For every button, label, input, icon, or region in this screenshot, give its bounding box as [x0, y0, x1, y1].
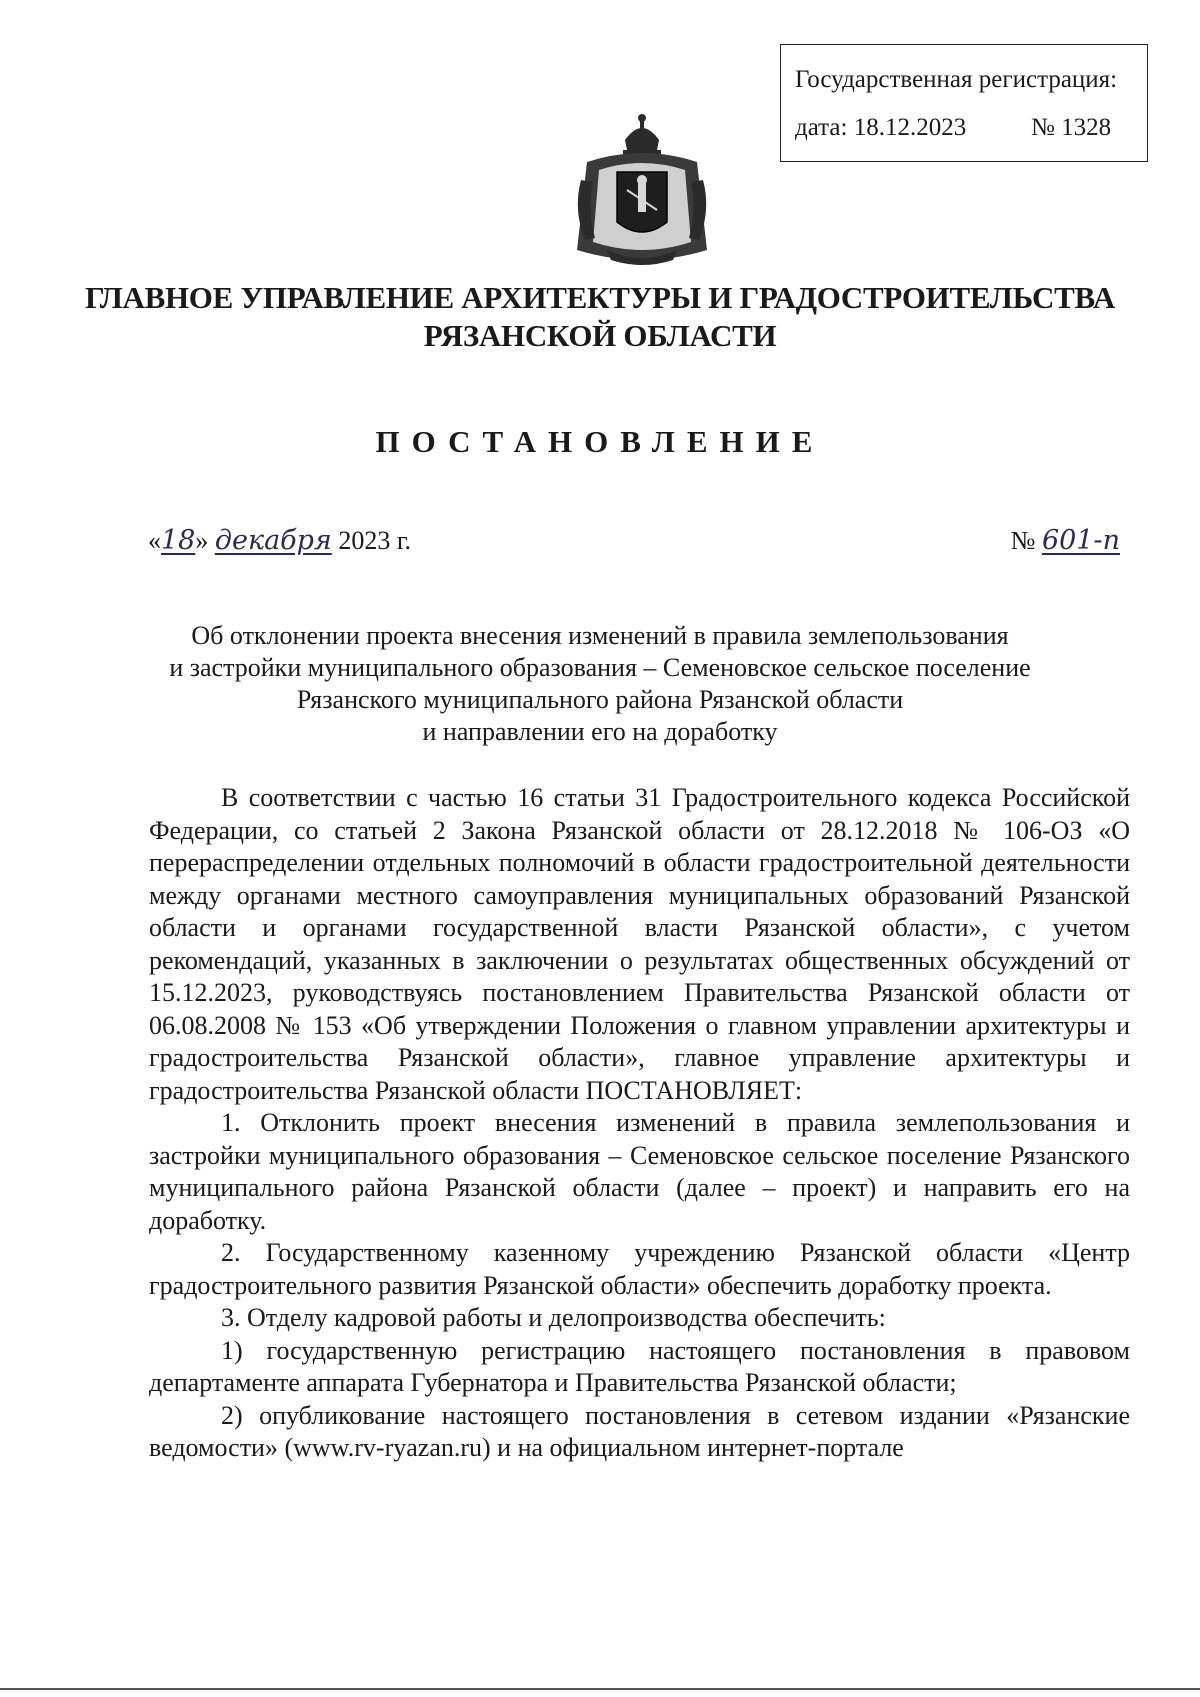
- document-type: ПОСТАНОВЛЕНИЕ: [375, 424, 825, 459]
- number-prefix: №: [1010, 526, 1036, 555]
- document-subject: [100, 620, 1100, 748]
- organization-name-line2: РЯЗАНСКОЙ ОБЛАСТИ: [423, 318, 777, 353]
- coat-of-arms-icon: [567, 110, 717, 270]
- subject-line: Об отклонении проекта внесения изменений в правила землепользования: [191, 621, 1009, 650]
- registration-date: дата: 18.12.2023: [795, 114, 967, 141]
- date-month: декабря: [214, 525, 332, 556]
- registration-number: № 1328: [1031, 114, 1112, 141]
- item-2: 2. Государственному казенному учреждению Рязанской области «Центр градостроительного развития Рязанской области» обеспечить доработку проекта.: [149, 1238, 1130, 1300]
- number-value: 601-п: [1041, 525, 1120, 556]
- subject-line: и застройки муниципального образования – Семеновское сельское поселение: [169, 653, 1031, 682]
- preamble-paragraph: В соответствии с частью 16 статьи 31 Градостроительного кодекса Российской Федерации, со статьей 2 Закона Рязанской области от 28.12.2018 № 106-ОЗ «О перераспределении отдельных полномочий в области градостроительной деятельности между органами местного самоуправления муниципальных образований Рязанской области и органами государственной власти Рязанской области», с учетом рекомендаций, указанных в заключении о результатах общественных обсуждений от 15.12.2023, руководствуясь постановлением Правительства Рязанской области от 06.08.2008 № 153 «Об утверждении Положения о главном управлении архитектуры и градостроительства Рязанской области», главное управление архитектуры и градостроительства Рязанской области ПОСТАНОВЛЯЕТ:: [149, 783, 1130, 1105]
- document-date: [148, 525, 411, 556]
- registration-title: Государственная регистрация:: [795, 66, 1118, 93]
- subject-line: Рязанского муниципального района Рязанской области: [296, 685, 904, 714]
- item-1: 1. Отклонить проект внесения изменений в правила землепользования и застройки муниципального образования – Семеновское сельское поселение Рязанского муниципального района Рязанской области (далее – проект) и направить его на доработку.: [149, 1108, 1130, 1235]
- item-3-1: 1) государственную регистрацию настоящего постановления в правовом департаменте аппарата Губернатора и Правительства Рязанской области;: [149, 1335, 1130, 1397]
- date-day: 18: [161, 525, 196, 556]
- date-year: 2023 г.: [338, 526, 412, 555]
- registration-stamp: [780, 44, 1148, 162]
- subject-line: и направлении его на доработку: [422, 717, 778, 746]
- organization-name-line1: ГЛАВНОЕ УПРАВЛЕНИЕ АРХИТЕКТУРЫ И ГРАДОСТРОИТЕЛЬСТВА: [84, 280, 1115, 315]
- page-bottom-border: [0, 1688, 1200, 1690]
- document-body: [149, 782, 1130, 1465]
- document-number: [1011, 525, 1120, 556]
- item-3-2: 2) опубликование настоящего постановления в сетевом издании «Рязанские ведомости» (www.rv-ryazan.ru) и на официальном интернет-портале: [149, 1400, 1130, 1462]
- date-close-quote: »: [195, 526, 209, 555]
- date-open-quote: «: [148, 526, 161, 555]
- item-3: 3. Отделу кадровой работы и делопроизводства обеспечить:: [221, 1303, 886, 1332]
